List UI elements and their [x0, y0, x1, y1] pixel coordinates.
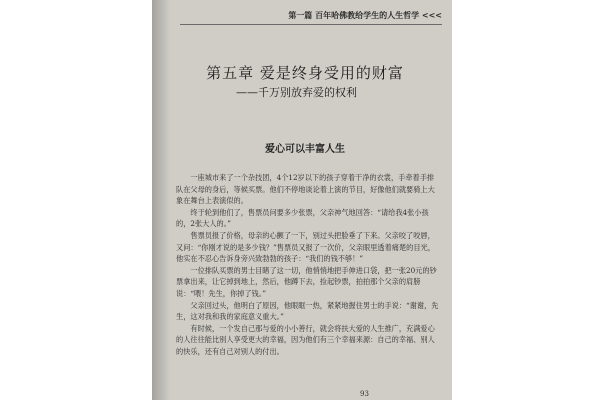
chapter-title: 第五章 爱是终身受用的财富	[206, 64, 404, 82]
paragraph-3: 售票员报了价格，母亲的心颤了一下，别过头把脸垂了下来。父亲咬了咬唇，又问：“你刚才说的是多少钱？”售票员又报了一次价，父亲眼里透着痛楚的目光，他实在不忍心告诉身旁兴致勃勃的孩子：“我们的钱不够！”	[176, 230, 435, 264]
paragraph-1: 一座城市来了一个杂技团，4个12岁以下的孩子穿着干净的衣裳，手牵着手排队在父母的身后，等候买票。他们不停地谈论着上演的节目，好像他们就要骑上大象在舞台上表演似的。	[176, 173, 435, 206]
chapter-subtitle: ——千万别放弃爱的权利	[236, 86, 357, 99]
paragraph-6: 有时候，一个发自己那与爱的小小善行，就会将扶大爱的人生推广，充满爱心的人往往能比别人享受更大的幸福，因为他们有三个幸福来源：自己的幸福、别人的快乐，还有自己对别人的付出。	[176, 323, 435, 356]
section-title: 爱心可以丰富人生	[265, 144, 345, 155]
page-number: 93	[360, 390, 369, 398]
body-text	[176, 172, 440, 358]
running-header: 第一篇 百年哈佛教给学生的人生哲学 <<<	[180, 10, 442, 25]
page-gutter-shadow	[152, 0, 170, 400]
paragraph-5: 父亲回过头，他明白了原因，他眼眶一热，紧紧地握住男士的手说：“谢谢，先生，这对我和我的家庭意义重大。”	[176, 300, 439, 322]
background-margin	[452, 0, 600, 400]
paragraph-4: 一位排队买票的男士目睹了这一切，他悄悄地把手伸进口袋，把一张20元的钞票拿出来，让它掉到地上，然后，他蹲下去，捡起钞票，拍拍那个父亲的肩膀说：“喂！先生，你掉了钱。”	[176, 265, 437, 298]
paragraph-2: 终于轮到他们了，售票员问要多少张票，父亲神气地回答：“请给我4张小孩的，2张大人的。”	[176, 207, 429, 229]
